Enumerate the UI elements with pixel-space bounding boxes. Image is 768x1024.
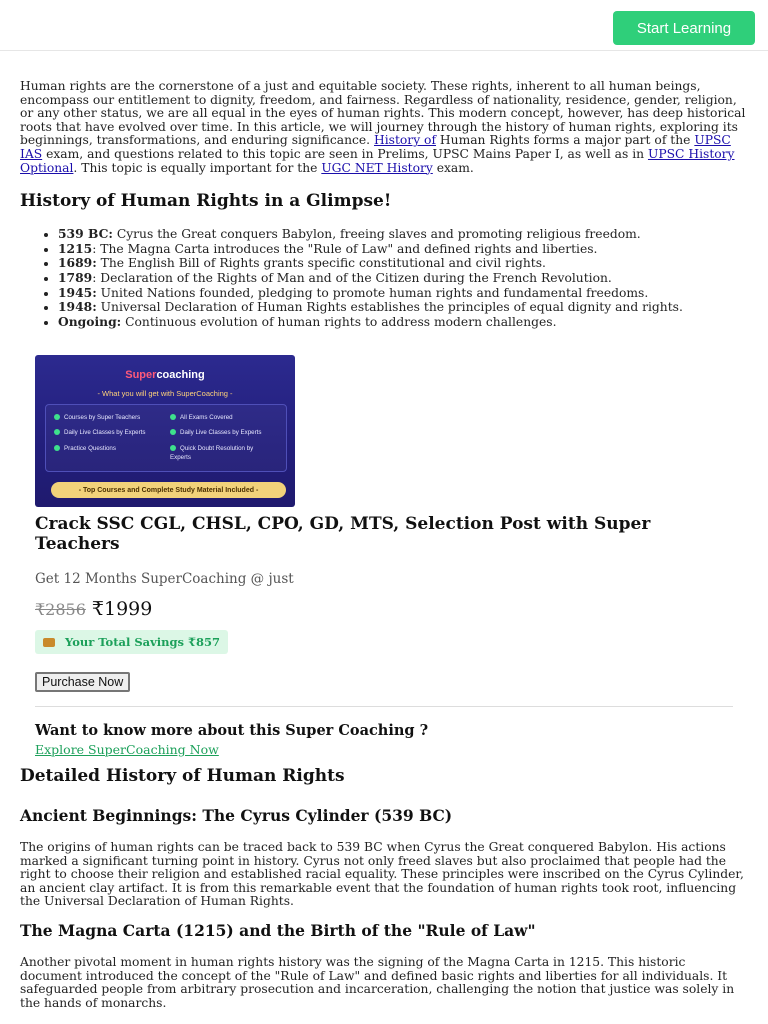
glimpse-heading: History of Human Rights in a Glimpse! (20, 191, 392, 212)
timeline-text: The English Bill of Rights grants specific constitutional and civil rights. (96, 256, 546, 271)
timeline-label: 1789 (58, 269, 93, 285)
upsc-ias-link[interactable]: UPSC IAS (20, 133, 731, 161)
timeline-item (58, 300, 750, 315)
supercoaching-banner[interactable] (35, 355, 295, 507)
timeline-item (58, 286, 750, 301)
timeline-item (58, 242, 750, 257)
intro-text: Human rights are the cornerstone of a just and equitable society. These rights, inherent to all human beings, encompass our entitlement to dignity, freedom, and fairness. Regardless of nationality, residence, gender, religion, or any other status, we are all equal in the eyes of human rights. This modern concept, however, has deep historical roots that have evolved over time. In this article, we will journey through the history of human rights, exploring its beginnings, transformations, and enduring significance. (20, 79, 746, 148)
check-dot-icon (170, 414, 176, 420)
timeline-label: 1215 (58, 240, 93, 256)
intro-paragraph (20, 80, 750, 175)
explore-supercoaching-link[interactable]: Explore SuperCoaching Now (35, 742, 219, 757)
check-dot-icon (54, 429, 60, 435)
check-dot-icon (170, 429, 176, 435)
timeline-text: : Declaration of the Rights of Man and of the Citizen during the French Revolution. (92, 270, 612, 285)
banner-features-box (45, 404, 287, 472)
timeline-text: Continuous evolution of human rights to address modern challenges. (121, 314, 557, 329)
timeline-label: 539 BC: (58, 226, 113, 242)
cyrus-paragraph: The origins of human rights can be traced back to 539 BC when Cyrus the Great conquered Babylon. His actions marked a significant turning point in history. Cyrus not only freed slaves but also proclaimed that people had the right to choose their religion and established racial equality. These principles were inscribed on the Cyrus Cylinder, an ancient clay artifact. It is from this remarkable event that the foundation of human rights took root, influencing the Universal Declaration of Human Rights. (20, 840, 744, 909)
banner-feature: Quick Doubt Resolution by Experts (170, 445, 254, 461)
original-price: ₹2856 (35, 600, 86, 619)
more-about-heading: Want to know more about this Super Coaching ? (35, 722, 429, 739)
banner-feature: All Exams Covered (170, 413, 280, 422)
timeline-label: 1945: (58, 284, 97, 300)
timeline-text: United Nations founded, pledging to promote human rights and fundamental freedoms. (96, 285, 649, 300)
intro-text: exam, and questions related to this topic are seen in Prelims, UPSC Mains Paper I, as well as in (42, 146, 648, 161)
banner-feature: Daily Live Classes by Experts (54, 428, 164, 437)
timeline-item (58, 256, 750, 271)
timeline-text: : The Magna Carta introduces the "Rule of Law" and defined rights and liberties. (92, 241, 598, 256)
top-bar (0, 0, 768, 51)
start-learning-button[interactable]: Start Learning (613, 11, 755, 45)
purchase-now-button[interactable]: Purchase Now (35, 672, 130, 692)
check-dot-icon (170, 445, 176, 451)
discounted-price: ₹1999 (91, 598, 153, 620)
banner-subtitle: - What you will get with SuperCoaching - (97, 389, 233, 398)
supercoaching-logo: Supercoaching (125, 369, 205, 381)
timeline-text: Universal Declaration of Human Rights establishes the principles of equal dignity and rights. (96, 300, 683, 315)
timeline-label: Ongoing: (58, 313, 122, 329)
banner-feature: Practice Questions (54, 444, 164, 453)
timeline-label: 1689: (58, 255, 97, 271)
check-dot-icon (54, 414, 60, 420)
timeline-item (58, 315, 750, 330)
check-dot-icon (54, 445, 60, 451)
intro-text: exam. (432, 160, 474, 175)
history-of-link[interactable]: History of (374, 133, 437, 148)
banner-feature: Courses by Super Teachers (54, 413, 164, 422)
timeline-list (20, 227, 750, 329)
promo-subtitle: Get 12 Months SuperCoaching @ just (35, 571, 294, 587)
cyrus-heading: Ancient Beginnings: The Cyrus Cylinder (539 BC) (20, 806, 453, 825)
intro-text: Human Rights forms a major part of the (436, 133, 695, 148)
detailed-heading: Detailed History of Human Rights (20, 766, 345, 786)
savings-text: Your Total Savings ₹857 (65, 635, 221, 649)
divider (35, 706, 733, 707)
ugc-net-history-link[interactable]: UGC NET History (321, 160, 433, 175)
timeline-label: 1948: (58, 299, 97, 315)
intro-text: . This topic is equally important for the (73, 160, 322, 175)
supercoaching-promo (35, 355, 735, 758)
savings-badge (35, 630, 228, 654)
promo-title: Crack SSC CGL, CHSL, CPO, GD, MTS, Selection Post with Super Teachers (35, 514, 651, 554)
banner-feature: Daily Live Classes by Experts (170, 428, 280, 437)
banner-pill: - Top Courses and Complete Study Material Included - (51, 482, 286, 498)
timeline-text: Cyrus the Great conquers Babylon, freeing slaves and promoting religious freedom. (112, 227, 641, 242)
timeline-item (58, 271, 750, 286)
article-content (20, 79, 750, 1010)
magna-carta-heading: The Magna Carta (1215) and the Birth of the "Rule of Law" (20, 920, 536, 940)
wallet-icon (43, 638, 55, 647)
upsc-history-optional-link[interactable]: UPSC History Optional (20, 146, 735, 175)
timeline-item (58, 227, 750, 242)
price-row (35, 598, 735, 620)
detailed-section (20, 766, 750, 1010)
magna-carta-paragraph: Another pivotal moment in human rights history was the signing of the Magna Carta in 1215. This historic document introduced the concept of the "Rule of Law" and defined basic rights and liberties for all individuals. It safeguarded people from arbitrary prosecution and incarceration, challenging the notion that justice was solely in the hands of monarchs. (20, 954, 735, 1010)
